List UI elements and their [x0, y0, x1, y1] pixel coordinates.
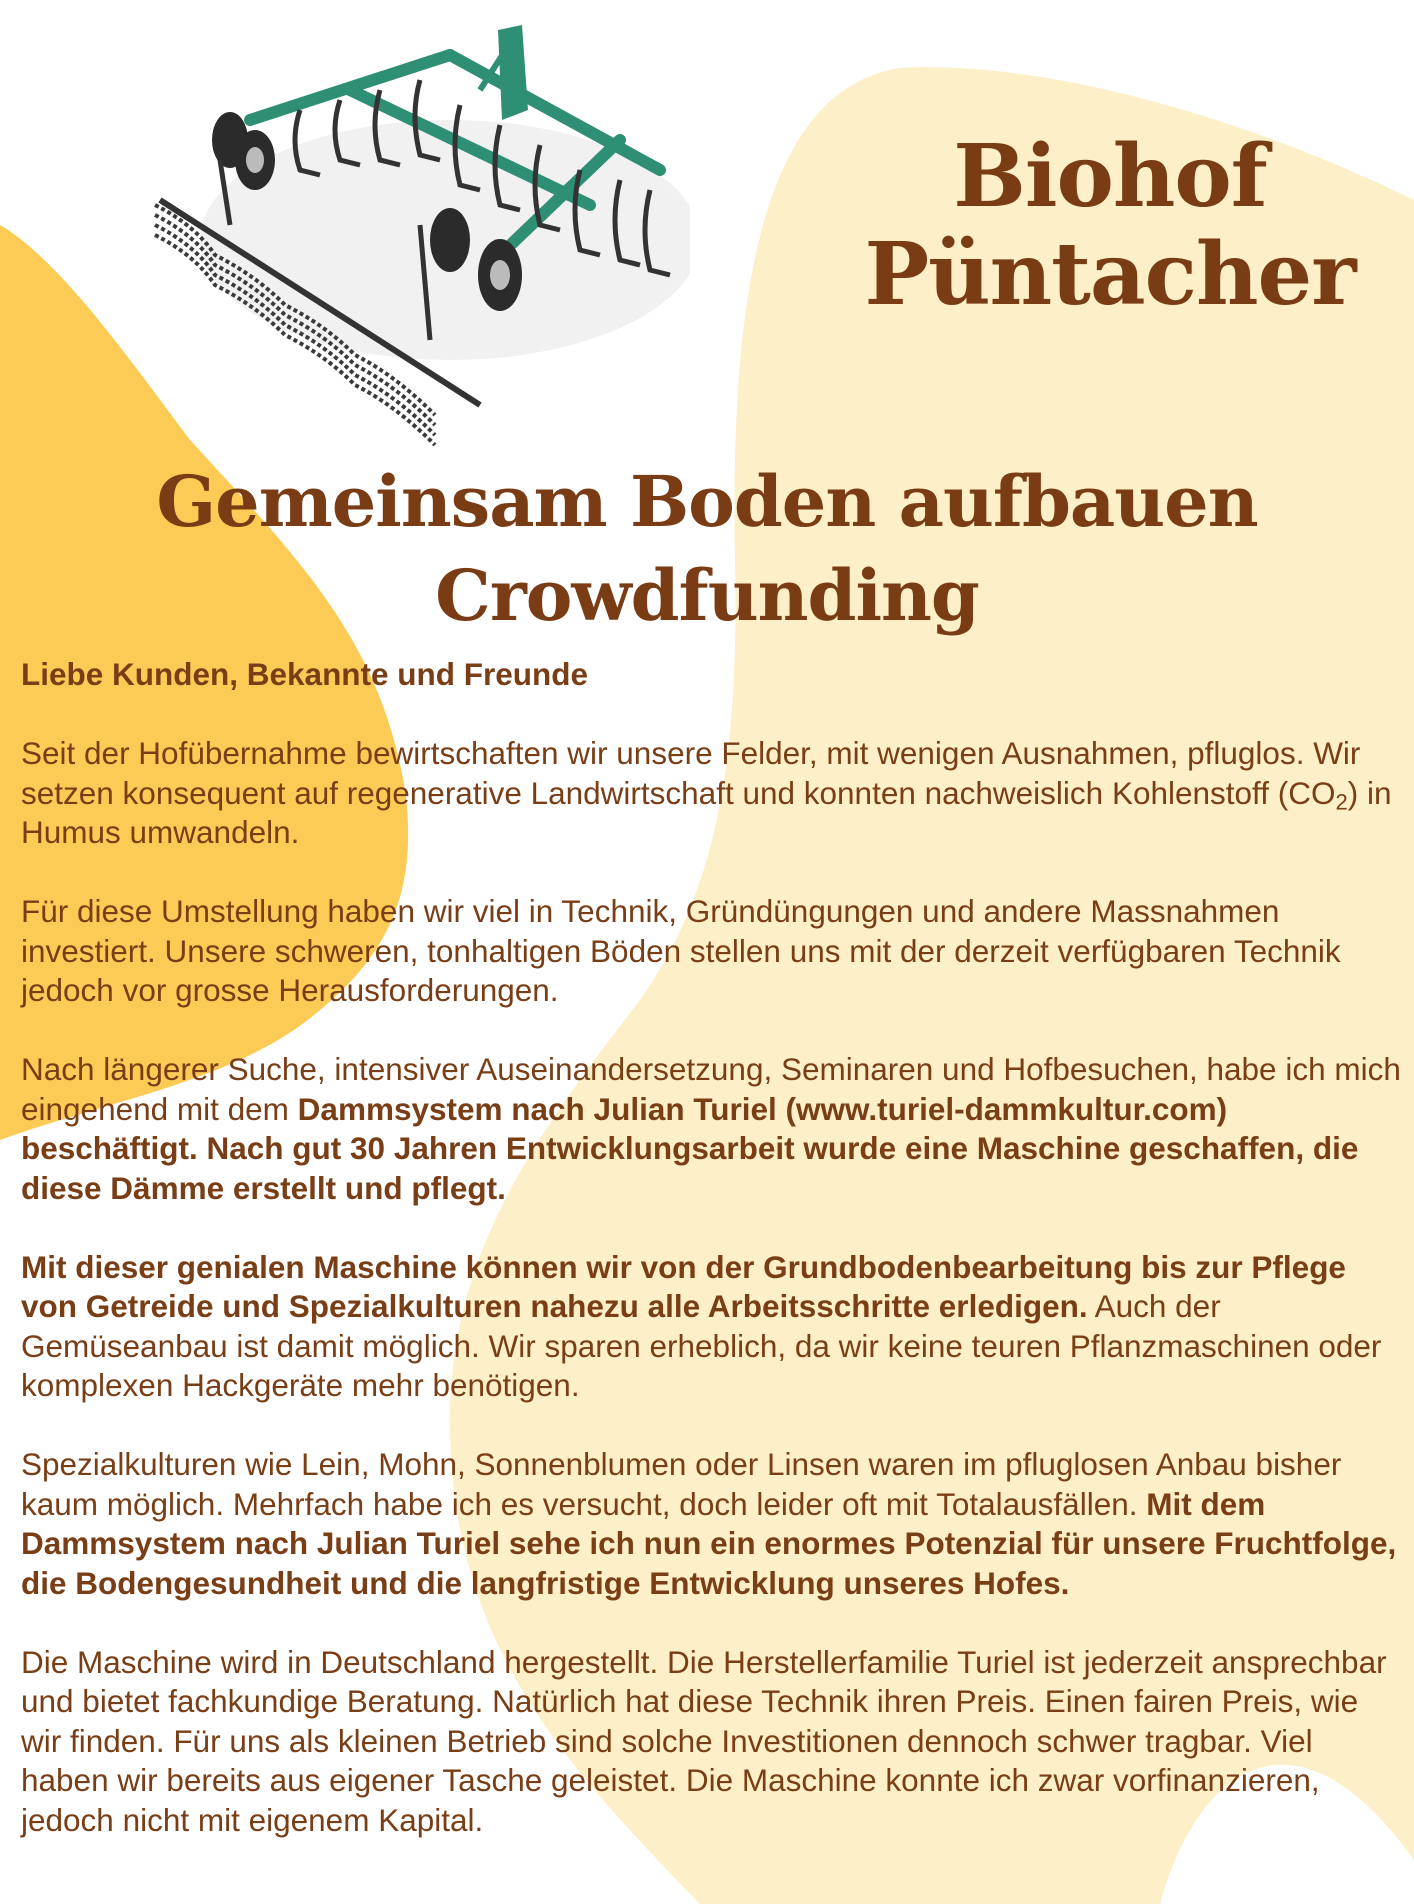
paragraph-3 [21, 1050, 1401, 1208]
paragraph-1-text: Seit der Hofübernahme bewirtschaften wir unsere Felder, mit wenigen Ausnahmen, pfluglos. Wir setzen konsequent auf regenerative Landwirtschaft und konnten nachweislich Kohlenstoff (CO [21, 735, 1361, 811]
brand-line-2: Püntacher [864, 224, 1356, 325]
page-headline [0, 455, 1414, 643]
paragraph-4 [21, 1248, 1401, 1406]
cultivator-machine-image [150, 10, 690, 460]
paragraph-4-text: Auch der Gemüseanbau ist damit möglich. Wir sparen erheblich, da wir keine teuren Pflanzmaschinen oder komplexen Hackgeräte mehr benötigen. [21, 1288, 1382, 1403]
paragraph-2: Für diese Umstellung haben wir viel in Technik, Gründüngungen und andere Massnahmen investiert. Unsere schweren, tonhaltigen Böden stellen uns mit der derzeit verfügbaren Technik jedoch vor grosse Herausforderungen. [21, 893, 1341, 1008]
paragraph-5 [21, 1445, 1401, 1603]
paragraph-1-text-end: ) in Humus umwandeln. [21, 774, 1392, 850]
paragraph-5-text: Spezialkulturen wie Lein, Mohn, Sonnenblumen oder Linsen waren im pfluglosen Anbau bisher kaum möglich. Mehrfach habe ich es versucht, doch leider oft mit Totalausfällen. [21, 1446, 1342, 1522]
paragraph-5-bold: Mit dem Dammsystem nach Julian Turiel sehe ich nun ein enormes Potenzial für unsere Fruchtfolge, die Bodengesundheit und die langfristige Entwicklung unseres Hofes. [21, 1485, 1397, 1601]
greeting: Liebe Kunden, Bekannte und Freunde [21, 656, 589, 692]
paragraph-3-text: Nach längerer Suche, intensiver Auseinandersetzung, Seminaren und Hofbesuchen, habe ich mich eingehend mit dem [21, 1051, 1401, 1127]
headline-line-1: Gemeinsam Boden aufbauen [156, 460, 1258, 543]
letter-body [21, 655, 1401, 1880]
headline-line-2: Crowdfunding [435, 554, 979, 637]
paragraph-4-bold: Mit dieser genialen Maschine können wir von der Grundbodenbearbeitung bis zur Pflege von Getreide und Spezialkulturen nahezu alle Arbeitsschritte erledigen. [21, 1248, 1346, 1324]
brand-title [860, 128, 1360, 324]
brand-line-1: Biohof [953, 126, 1267, 227]
paragraph-3-bold: Dammsystem nach Julian Turiel (www.turiel-dammkultur.com) beschäftigt. Nach gut 30 Jahren Entwicklungsarbeit wurde eine Maschine geschaffen, die diese Dämme erstellt und pflegt. [21, 1090, 1359, 1206]
co2-subscript: 2 [1335, 789, 1348, 814]
paragraph-1 [21, 734, 1401, 853]
paragraph-6: Die Maschine wird in Deutschland hergestellt. Die Herstellerfamilie Turiel ist jederzeit ansprechbar und bietet fachkundige Beratung. Natürlich hat diese Technik ihren Preis. Einen fairen Preis, wie wir finden. Für uns als kleinen Betrieb sind solche Investitionen dennoch schwer tragbar. Viel haben wir bereits aus eigener Tasche geleistet. Die Maschine konnte ich zwar vorfinanzieren, jedoch nicht mit eigenem Kapital. [21, 1643, 1387, 1838]
